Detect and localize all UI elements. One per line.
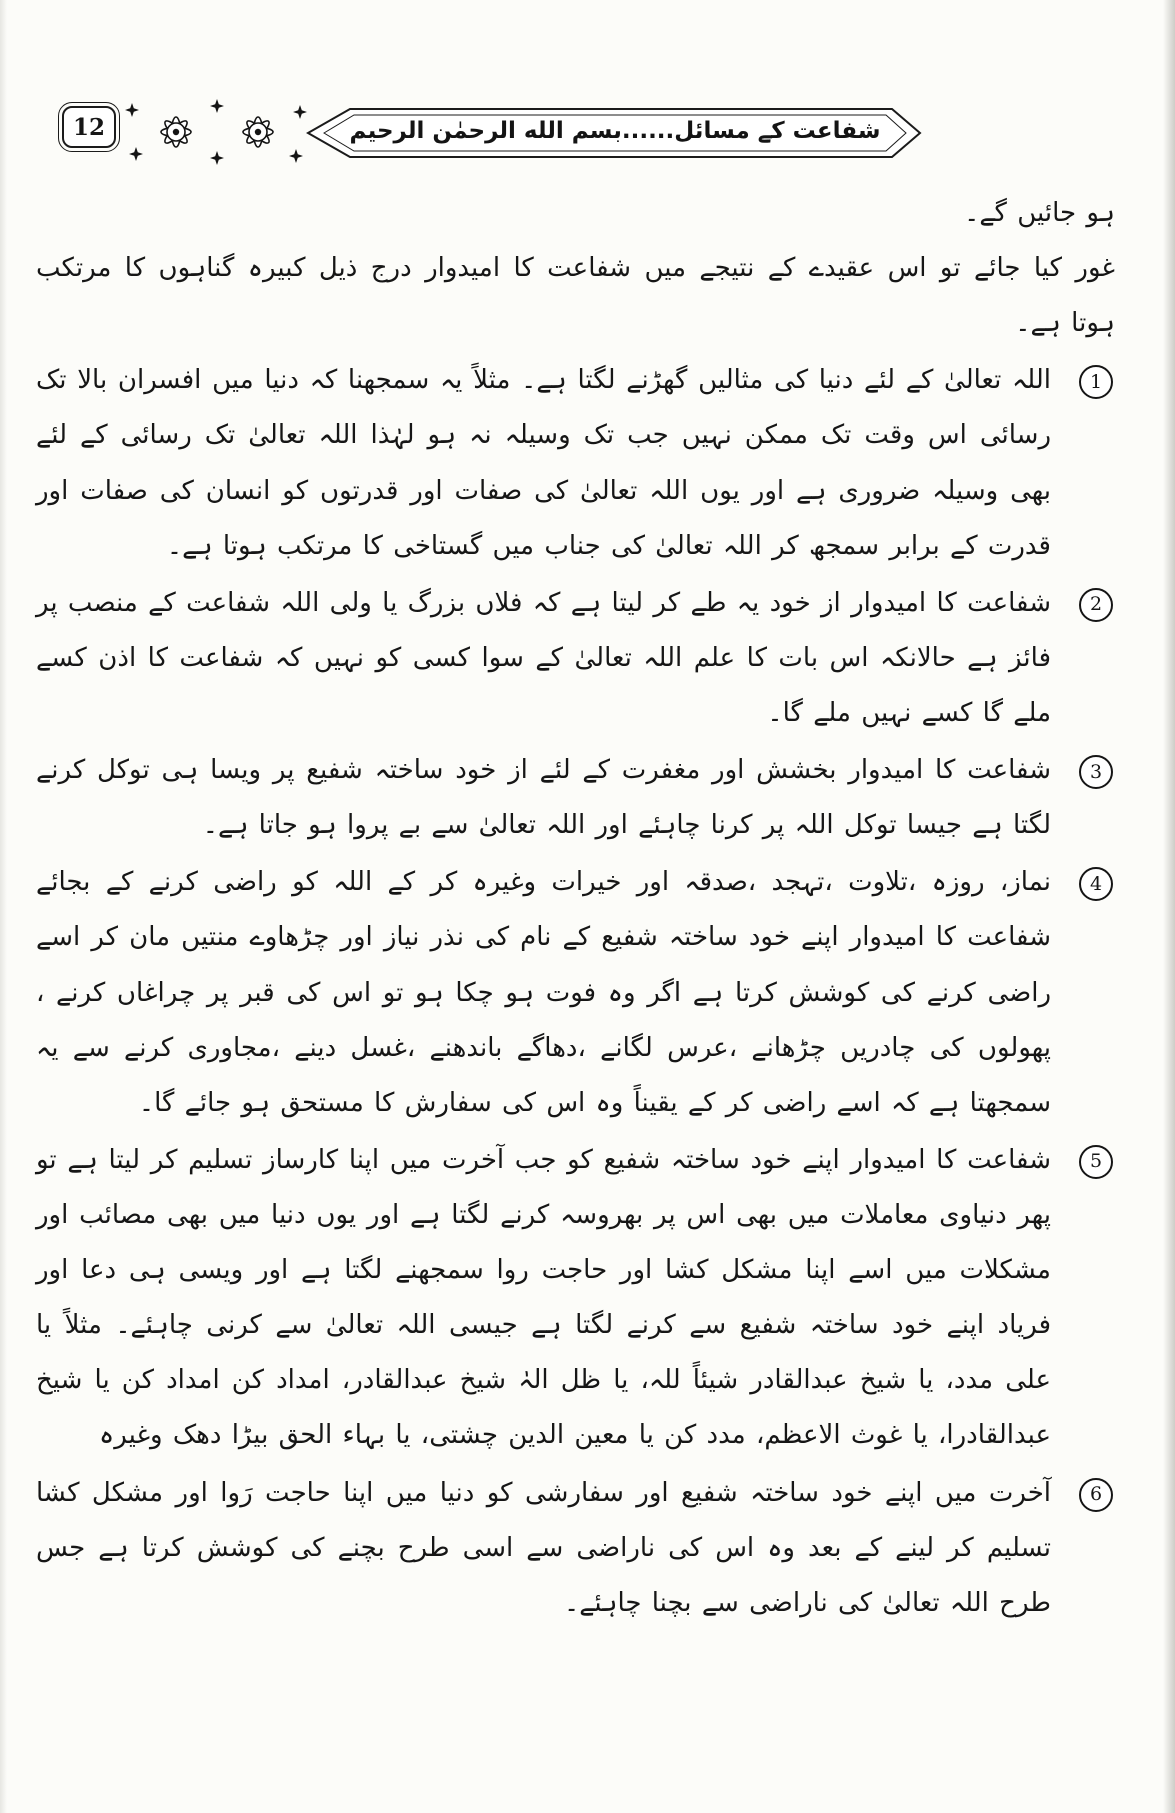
item-text: اللہ تعالیٰ کے لئے دنیا کی مثالیں گھڑنے لگتا ہے۔ مثلاً یہ سمجھنا کہ دنیا میں افسران بالا تک رسائی اس وقت تک ممکن نہیں جب تک وسیلہ نہ ہو لہٰذا اللہ تعالیٰ تک رسائی کے لئے بھی وسیلہ ضروری ہے اور یوں اللہ تعالیٰ کی صفات اور قدرتوں کو انسان کی صفات اور قدرت کے برابر سمجھ کر اللہ تعالیٰ کی جناب میں گستاخی کا مرتکب ہوتا ہے۔	[36, 365, 1051, 561]
item-text: نماز، روزہ ،تلاوت ،تہجد ،صدقہ اور خیرات وغیرہ کر کے اللہ کو راضی کرنے کے بجائے شفاعت کا امیدوار اپنے خود ساختہ شفیع کے نام کی نذر نیاز اور چڑھاوے منتیں مان کر اسے راضی کرنے کی کوشش کرتا ہے اگر وہ فوت ہو چکا ہو تو اس کی قبر پر چراغاں کرنے ، پھولوں کی چادریں چڑھانے ،عرس لگانے ،دھاگے باندھنے ،غسل دینے ،مجاوری کرنے سے یہ سمجھتا ہے کہ اسے راضی کر کے یقیناً وہ اس کی سفارش کا مستحق ہو جائے گا۔	[36, 867, 1051, 1118]
list-item	[36, 855, 1115, 1131]
item-number-badge: 6	[1079, 1478, 1113, 1512]
scan-edge-right	[1163, 0, 1175, 1813]
list-item	[36, 1133, 1115, 1464]
list-item	[36, 576, 1115, 741]
page-content	[36, 186, 1115, 1631]
item-number-badge: 2	[1079, 588, 1113, 622]
title-banner	[306, 106, 924, 160]
page-header	[0, 94, 1175, 172]
list-item	[36, 353, 1115, 573]
item-number-badge: 4	[1079, 867, 1113, 901]
page-number-badge	[62, 106, 116, 148]
page-number: 12	[72, 113, 105, 141]
item-number-badge: 3	[1079, 755, 1113, 789]
item-number-badge: 1	[1079, 365, 1113, 399]
item-text: شفاعت کا امیدوار بخشش اور مغفرت کے لئے از خود ساختہ شفیع پر ویسا ہی توکل کرنے لگتا ہے جیسا توکل اللہ پر کرنا چاہئے اور اللہ تعالیٰ سے بے پروا ہو جاتا ہے۔	[36, 755, 1051, 841]
item-text: شفاعت کا امیدوار اپنے خود ساختہ شفیع کو جب آخرت میں اپنا کارساز تسلیم کر لیتا ہے تو پھر دنیاوی معاملات میں بھی اس پر بھروسہ کرنے لگتا ہے اور یوں دنیا میں بھی مصائب اور مشکلات میں اسے اپنا مشکل کشا اور حاجت روا سمجھنے لگتا ہے اور ویسی ہی دعا اور فریاد اپنے خود ساختہ شفیع سے کرنے لگتا ہے جیسی اللہ تعالیٰ سے کرنی چاہئے۔ مثلاً یا علی مدد، یا شیخ عبدالقادر شیئاً للہ، یا ظل الہٰ شیخ عبدالقادر، امداد کن امداد کن یا شیخ عبدالقادرا، یا غوث الاعظم، مدد کن یا معین الدین چشتی، یا بہاء الحق بیڑا دھک وغیرہ	[36, 1144, 1051, 1451]
list-item	[36, 743, 1115, 853]
numbered-list	[36, 353, 1115, 1631]
item-text: شفاعت کا امیدوار از خود یہ طے کر لیتا ہے کہ فلاں بزرگ یا ولی اللہ شفاعت کے منصب پر فائز ہے حالانکہ اس بات کا علم اللہ تعالیٰ کے سوا کسی کو نہیں کہ شفاعت کا اذن کسے ملے گا کسے نہیں ملے گا۔	[36, 587, 1051, 728]
list-item	[36, 1466, 1115, 1631]
scan-edge-left	[0, 0, 7, 1813]
intro-line-1: ہو جائیں گے۔	[964, 198, 1115, 228]
item-text: آخرت میں اپنے خود ساختہ شفیع اور سفارشی کو دنیا میں اپنا حاجت رَوا اور مشکل کشا تسلیم کر لینے کے بعد وہ اس کی ناراضی سے اسی طرح بچنے کی کوشش کرتا ہے جس طرح اللہ تعالیٰ کی ناراضی سے بچنا چاہئے۔	[36, 1477, 1051, 1618]
header-title: شفاعت کے مسائل......بسم الله الرحمٰن الرحیم	[349, 118, 881, 144]
intro-line-2: غور کیا جائے تو اس عقیدے کے نتیجے میں شفاعت کا امیدوار درج ذیل کبیرہ گناہوں کا مرتکب ہوتا ہے۔	[36, 253, 1115, 339]
item-number-badge: 5	[1079, 1145, 1113, 1179]
rosette-ornament-icon	[124, 96, 309, 168]
